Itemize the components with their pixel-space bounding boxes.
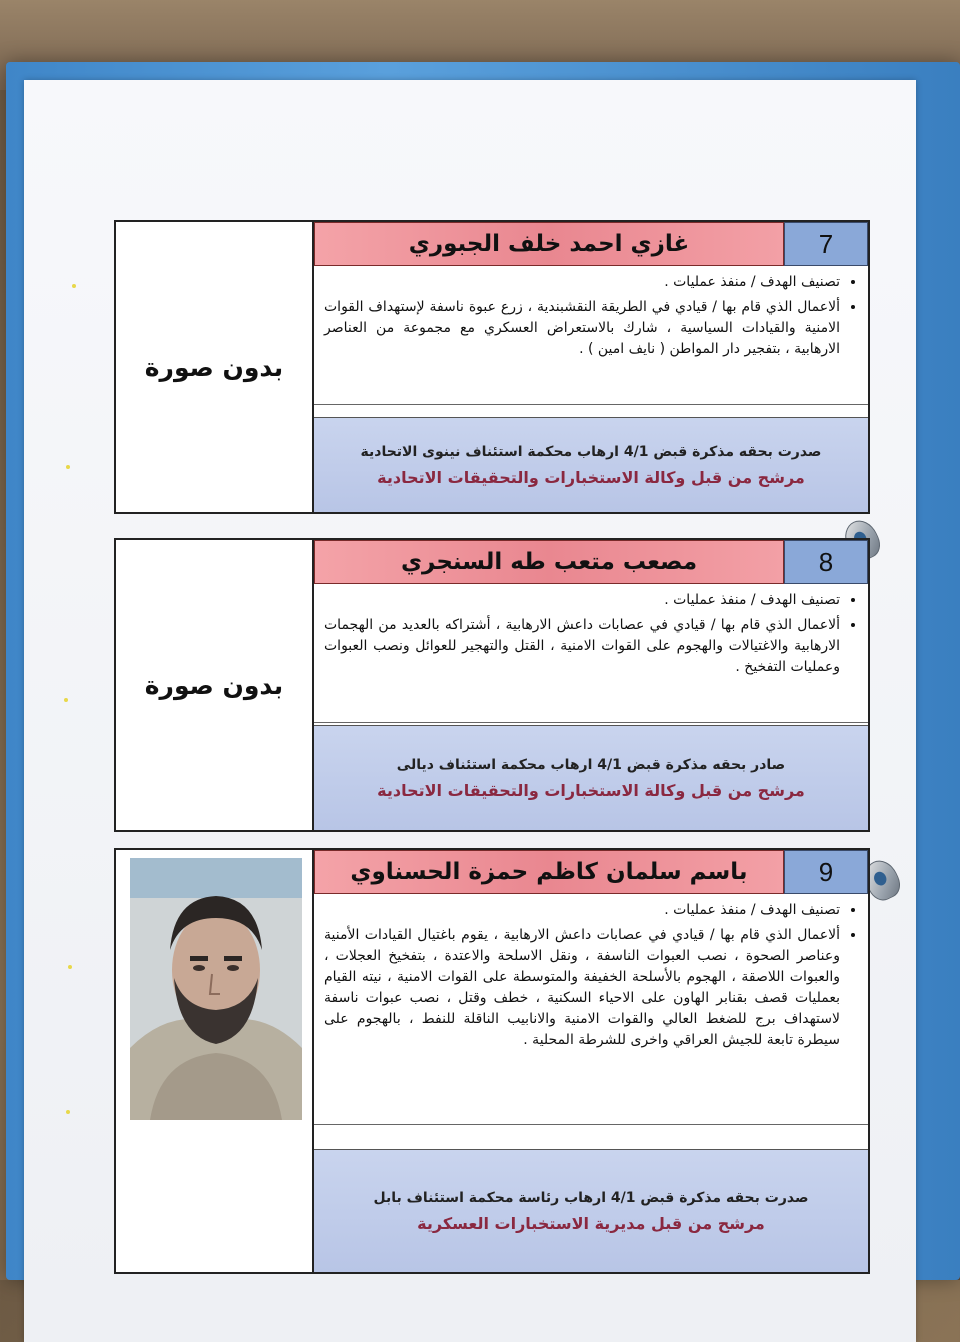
warrant-footer (314, 1149, 868, 1272)
card-header (314, 850, 868, 894)
nominated-by-text: مرشح من قبل وكالة الاستخبارات والتحقيقات الاتحادية (377, 780, 805, 800)
no-photo-label: بدون صورة (144, 670, 284, 700)
target-name: باسم سلمان كاظم حمزة الحسناوي (314, 850, 784, 894)
nominated-by-text: مرشح من قبل مديرية الاستخبارات العسكرية (417, 1213, 765, 1233)
classification-text: • تصنيف الهدف / منفذ عمليات . (324, 900, 840, 921)
target-photo (130, 858, 302, 1120)
card-details (314, 850, 868, 1272)
photo-box (116, 540, 314, 830)
card-details (314, 222, 868, 512)
classification-text: • تصنيف الهدف / منفذ عمليات . (324, 590, 840, 611)
document-page (24, 80, 916, 1342)
classification-text: • تصنيف الهدف / منفذ عمليات . (324, 272, 840, 293)
margin-dot (64, 698, 68, 702)
warrant-text: صادر بحقه مذكرة قبض 4/1 ارهاب محكمة استئناف ديالى (396, 756, 786, 773)
card-details (314, 540, 868, 830)
actions-text: • ألاعمال الذي قام بها / قيادي في الطريقة النقشبندية ، زرع عبوة ناسفة لإستهداف القوات الامنية والقيادات السياسية ، شارك بالاستعراض العسكري مع مجموعة من العناصر الارهابية ، بتفجير دار المواطن ( نايف امين ) . (324, 297, 840, 360)
target-name: غازي احمد خلف الجبوري (314, 222, 784, 266)
target-description (314, 266, 868, 405)
nominated-by-text: مرشح من قبل وكالة الاستخبارات والتحقيقات الاتحادية (377, 467, 805, 487)
margin-dot (68, 965, 72, 969)
portrait-image (130, 858, 302, 1120)
blue-binder (6, 62, 960, 1280)
warrant-text: صدرت بحقه مذكرة قبض 4/1 ارهاب رئاسة محكمة استئناف بابل (373, 1189, 809, 1206)
actions-text: • ألاعمال الذي قام بها / قيادي في عصابات داعش الارهابية ، أشتراكه بالعديد من الهجمات الارهابية والاغتيالات والهجوم على القوات الامنية ، القتل والتهجير للعوائل ونصب العبوات وعمليات التفخيخ . (324, 615, 840, 678)
target-card-9 (114, 848, 870, 1274)
photo-box (116, 850, 314, 1272)
target-card-7 (114, 220, 870, 514)
margin-dot (66, 1110, 70, 1114)
warrant-text: صدرت بحقه مذكرة قبض 4/1 ارهاب محكمة استئناف نينوى الاتحادية (360, 443, 822, 460)
target-description (314, 584, 868, 723)
margin-dot (66, 465, 70, 469)
target-description (314, 894, 868, 1125)
target-number: 9 (784, 850, 868, 894)
no-photo-label: بدون صورة (144, 352, 284, 382)
card-header (314, 222, 868, 266)
target-card-8 (114, 538, 870, 832)
photo-box (116, 222, 314, 512)
target-number: 7 (784, 222, 868, 266)
margin-dot (72, 284, 76, 288)
target-name: مصعب متعب طه السنجري (314, 540, 784, 584)
target-number: 8 (784, 540, 868, 584)
card-header (314, 540, 868, 584)
actions-text: • ألاعمال الذي قام بها / قيادي في عصابات داعش الارهابية ، يقوم باغتيال القيادات الأمنية وعناصر الصحوة ، نصب العبوات الناسفة ، ونقل الاسلحة والاعتدة ، بتفخيخ العجلات ، والعبوات اللاصقة ، الهجوم بالأسلحة الخفيفة والمتوسطة على القوات الامنية ، نيته القيام بعمليات قصف بقنابر الهاون على الاحياء السكنية ، خطف وقتل ، نصب عبوات ناسفة لاستهداف برج للضغط العالي والقوات الامنية والانابيب الناقلة للنفط ، بالهجوم على سيطرة تابعة للجيش العراقي واخرى للشرطة المحلية . (324, 925, 840, 1051)
warrant-footer (314, 725, 868, 830)
warrant-footer (314, 417, 868, 512)
